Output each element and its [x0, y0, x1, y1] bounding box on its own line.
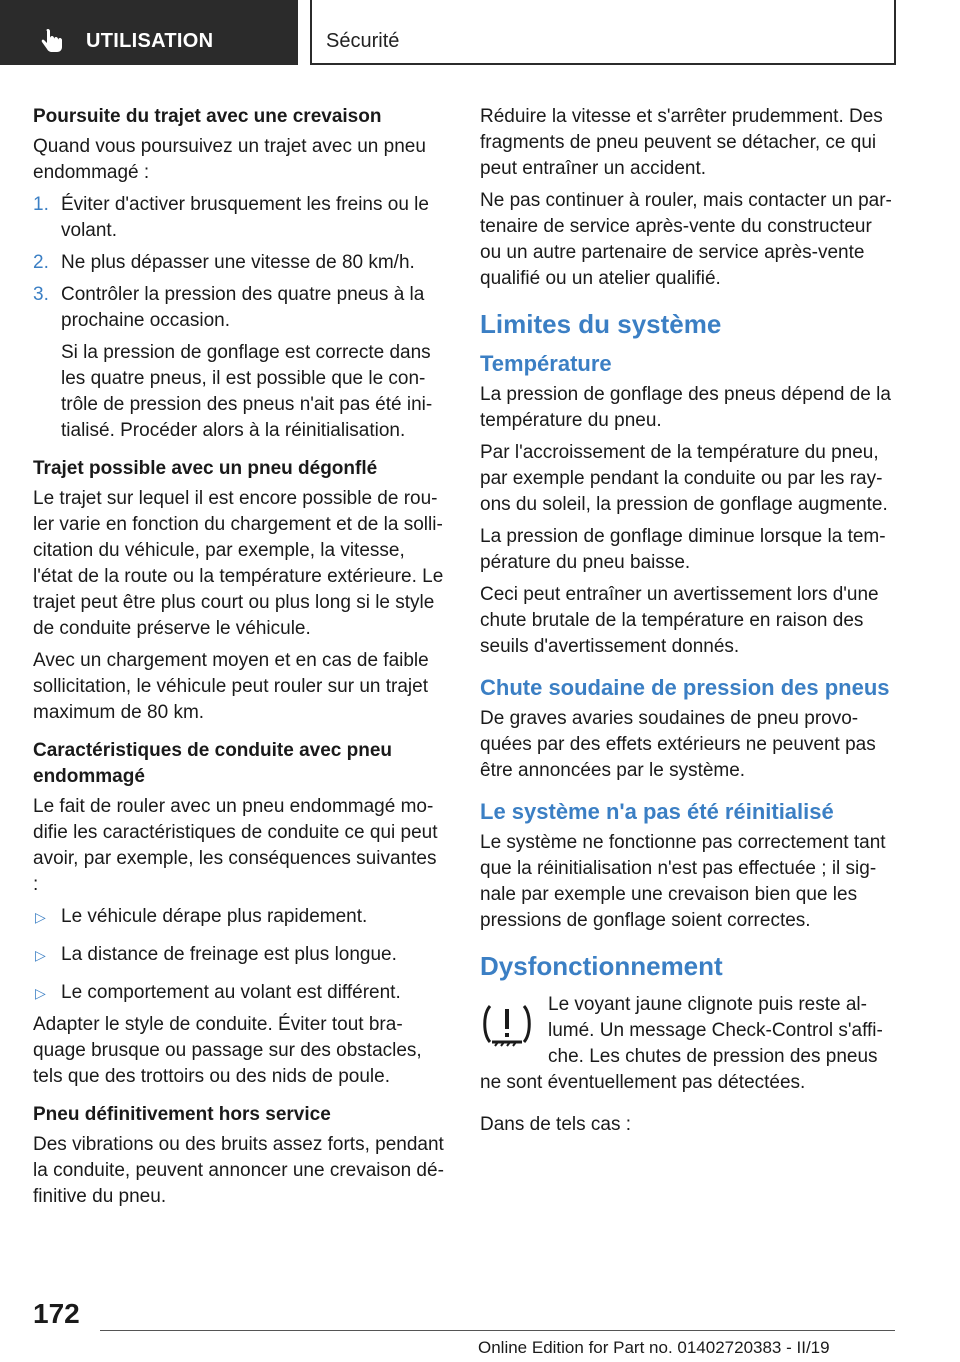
bullet-triangle-icon: ▷ — [35, 985, 46, 1001]
step-text: Contrôler la pression des quatre pneus à la prochaine occasion. — [61, 284, 425, 331]
chapter-box — [310, 0, 896, 65]
list-item — [33, 250, 446, 276]
paragraph: Avec un chargement moyen et en cas de faible sollicitation, le véhicule peut rouler sur un trajet maximum de 80 km. — [33, 650, 429, 723]
paragraph: Des vibrations ou des bruits assez forts, pendant la conduite, peuvent annoncer une crevaison dé-finitive du pneu. — [33, 1134, 444, 1207]
list-item — [33, 904, 446, 930]
malfunction-block — [480, 992, 895, 1096]
bullet-triangle-icon: ▷ — [35, 909, 46, 925]
heading-possible: Trajet possible avec un pneu dégonflé — [33, 458, 378, 479]
right-column — [480, 104, 895, 1144]
paragraph: Quand vous poursuivez un trajet avec un pneu endommagé : — [33, 136, 426, 183]
paragraph: La pression de gonflage des pneus dépend de la température du pneu. — [480, 384, 891, 431]
bullet-text: La distance de freinage est plus longue. — [61, 944, 397, 965]
paragraph: Réduire la vitesse et s'arrêter prudemment. Des fragments de pneu peuvent se détacher, ce qui peut entraîner un accident. — [480, 106, 883, 179]
paragraph: Le trajet sur lequel il est encore possible de rou-ler varie en fonction du chargement et de la solli-citation du véhicule, par exemple, la vitesse, l'état de la route ou la température extérieure. Le trajet peut être plus court ou plus long si le style de conduite préserve le véhicule. — [33, 488, 444, 639]
section-title: UTILISATION — [86, 30, 214, 52]
chapter-title: Sécurité — [326, 30, 400, 52]
tire-pressure-warning-icon — [480, 996, 534, 1052]
step-text: Éviter d'activer brusquement les freins ou le volant. — [61, 194, 429, 241]
bullet-text: Le comportement au volant est différent. — [61, 982, 401, 1003]
steps-list — [33, 192, 446, 334]
paragraph: Dans de tels cas : — [480, 1114, 632, 1135]
step-note: Si la pression de gonflage est correcte dans les quatre pneus, il est possible que le con-trôle de pression des pneus n'ait pas été ini-tialisé. Procéder alors à la réinitialisation. — [61, 342, 433, 441]
step-number: 3. — [33, 284, 49, 305]
list-item — [33, 192, 446, 244]
paragraph: Le fait de rouler avec un pneu endommagé mo-difie les caractéristiques de conduite ce qui peut avoir, par exemple, les conséquences suivantes : — [33, 796, 438, 895]
heading-defect: Pneu définitivement hors service — [33, 1104, 331, 1125]
paragraph: Ne pas continuer à rouler, mais contacter un par-tenaire de service après-vente du constructeur ou un autre partenaire de service après-vente qualifié ou un atelier qualifié. — [480, 190, 892, 289]
bullet-text: Le véhicule dérape plus rapidement. — [61, 906, 368, 927]
list-item — [33, 282, 446, 334]
heading-not-reset: Le système n'a pas été réinitialisé — [480, 799, 834, 824]
heading-sudden-drop: Chute soudaine de pression des pneus — [480, 675, 890, 700]
consequences-list — [33, 904, 446, 1006]
step-number: 1. — [33, 194, 49, 215]
heading-continue: Poursuite du trajet avec une crevaison — [33, 106, 382, 127]
paragraph: De graves avaries soudaines de pneu provo-quées par des effets extérieurs ne peuvent pas être annoncées par le système. — [480, 708, 876, 781]
list-item — [33, 942, 446, 968]
section-tab — [0, 0, 298, 65]
step-text: Ne plus dépasser une vitesse de 80 km/h. — [61, 252, 415, 273]
paragraph: Par l'accroissement de la température du pneu, par exemple pendant la conduite ou par les ray-ons du soleil, la pression de gonflage augmente. — [480, 442, 888, 515]
step-number: 2. — [33, 252, 49, 273]
page-number: 172 — [33, 1298, 80, 1329]
left-column — [33, 104, 446, 1216]
bullet-triangle-icon: ▷ — [35, 947, 46, 963]
paragraph: Ceci peut entraîner un avertissement lors d'une chute brutale de la température en raison des seuils d'avertissement donnés. — [480, 584, 879, 657]
paragraph: La pression de gonflage diminue lorsque la tem-pérature du pneu baisse. — [480, 526, 886, 573]
heading-driving: Caractéristiques de conduite avec pneu endommagé — [33, 740, 393, 787]
heading-malfunction: Dysfonctionnement — [480, 951, 723, 981]
heading-limits: Limites du système — [480, 309, 722, 339]
paragraph: Le système ne fonctionne pas correctement tant que la réinitialisation n'est pas effectuée ; il sig-nale par exemple une crevaison bien que les pressions de gonflage soient correctes. — [480, 832, 886, 931]
paragraph: Adapter le style de conduite. Éviter tout bra-quage brusque ou passage sur des obstacles, tels que des trottoirs ou des nids de poule. — [33, 1014, 422, 1087]
list-item — [33, 980, 446, 1006]
footer-divider — [100, 1330, 895, 1331]
paragraph: Le voyant jaune clignote puis reste al-lumé. Un message Check-Control s'affi-che. Les chutes de pression des pneus ne sont éventuellement pas détectées. — [480, 994, 883, 1093]
edition-note: Online Edition for Part no. 01402720383 - II/19 — [478, 1338, 830, 1357]
hand-pointer-icon — [38, 27, 66, 55]
heading-temperature: Température — [480, 351, 612, 376]
